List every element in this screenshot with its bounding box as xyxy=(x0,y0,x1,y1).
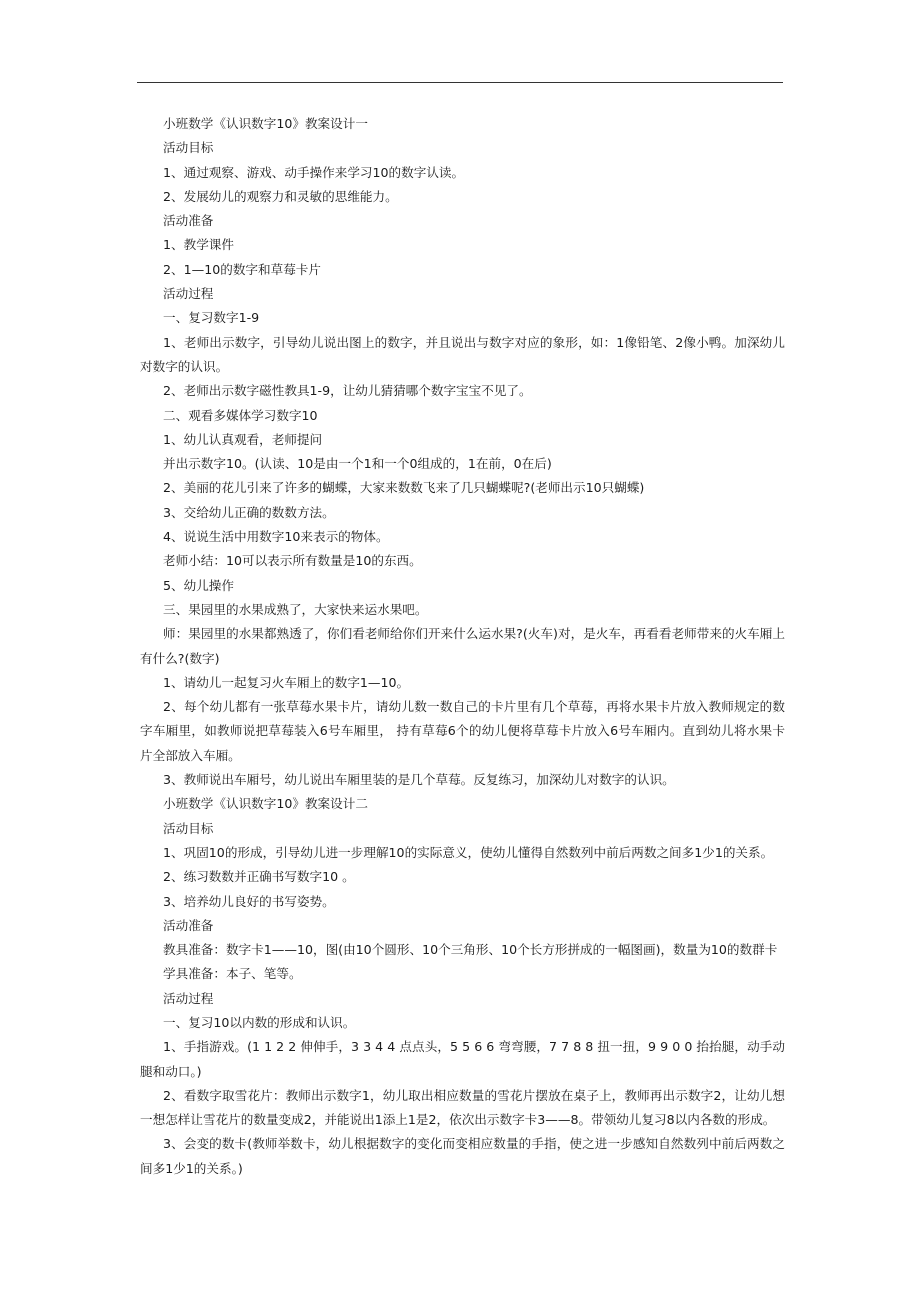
paragraph: 2、美丽的花儿引来了许多的蝴蝶，大家来数数飞来了几只蝴蝶呢?(老师出示10只蝴蝶) xyxy=(163,480,645,496)
paragraph: 2、每个幼儿都有一张草莓水果卡片，请幼儿数一数自己的卡片里有几个草莓，再将水果卡片放入教师规定的数字车厢里，如教师说把草莓装入6号车厢里， 持有草莓6个的幼儿便将草莓卡片放入6号车厢内。直到幼儿将水果卡片全部放入车厢。 xyxy=(140,699,785,763)
section-heading: 活动准备 xyxy=(163,917,214,933)
paragraph: 3、会变的数卡(教师举数卡，幼儿根据数字的变化而变相应数量的手指，使之进一步感知自然数列中前后两数之间多1少1的关系。) xyxy=(140,1136,785,1176)
header-rule xyxy=(137,82,783,83)
paragraph: 一、复习10以内数的形成和认识。 xyxy=(163,1014,356,1030)
paragraph: 2、老师出示数字磁性教具1-9，让幼儿猜猜哪个数字宝宝不见了。 xyxy=(163,383,532,399)
lesson-title-2: 小班数学《认识数字10》教案设计二 xyxy=(163,796,368,812)
paragraph: 1、请幼儿一起复习火车厢上的数字1—10。 xyxy=(163,674,410,690)
paragraph: 学具准备：本子、笔等。 xyxy=(163,966,302,982)
paragraph: 并出示数字10。(认读、10是由一个1和一个0组成的，1在前，0在后) xyxy=(163,456,552,472)
paragraph: 1、巩固10的形成，引导幼儿进一步理解10的实际意义，使幼儿懂得自然数列中前后两数之间多1少1的关系。 xyxy=(163,844,774,860)
paragraph: 三、果园里的水果成熟了，大家快来运水果吧。 xyxy=(163,601,428,617)
paragraph: 2、1—10的数字和草莓卡片 xyxy=(163,261,321,277)
section-heading: 活动过程 xyxy=(163,990,214,1006)
paragraph: 老师小结：10可以表示所有数量是10的东西。 xyxy=(163,553,422,569)
paragraph: 1、老师出示数字，引导幼儿说出图上的数字，并且说出与数字对应的象形，如：1像铅笔、2像小鸭。加深幼儿对数字的认识。 xyxy=(140,334,785,374)
paragraph: 3、教师说出车厢号，幼儿说出车厢里装的是几个草莓。反复练习，加深幼儿对数字的认识。 xyxy=(163,772,675,788)
paragraph: 4、说说生活中用数字10来表示的物体。 xyxy=(163,529,389,545)
paragraph: 2、练习数数并正确书写数字10 。 xyxy=(163,869,355,885)
paragraph: 3、培养幼儿良好的书写姿势。 xyxy=(163,893,335,909)
paragraph: 3、交给幼儿正确的数数方法。 xyxy=(163,504,335,520)
section-heading: 活动目标 xyxy=(163,140,214,156)
paragraph: 师：果园里的水果都熟透了，你们看老师给你们开来什么运水果?(火车)对，是火车，再看看老师带来的火车厢上有什么?(数字) xyxy=(140,626,785,666)
paragraph: 1、幼儿认真观看，老师提问 xyxy=(163,431,323,447)
paragraph: 1、手指游戏。(1 1 2 2 伸伸手，3 3 4 4 点点头，5 5 6 6 弯弯腰，7 7 8 8 扭一扭，9 9 0 0 抬抬腿，动手动腿和动口。) xyxy=(140,1039,785,1079)
paragraph: 一、复习数字1-9 xyxy=(163,310,260,326)
paragraph: 教具准备：数字卡1——10，图(由10个圆形、10个三角形、10个长方形拼成的一幅图画)，数量为10的数群卡 xyxy=(163,942,778,958)
paragraph: 1、通过观察、游戏、动手操作来学习10的数字认读。 xyxy=(163,164,465,180)
section-heading: 活动准备 xyxy=(163,213,214,229)
paragraph: 二、观看多媒体学习数字10 xyxy=(163,407,318,423)
section-heading: 活动过程 xyxy=(163,286,214,302)
paragraph: 1、教学课件 xyxy=(163,237,234,253)
lesson-title-1: 小班数学《认识数字10》教案设计一 xyxy=(163,116,368,131)
paragraph: 2、看数字取雪花片：教师出示数字1，幼儿取出相应数量的雪花片摆放在桌子上，教师再出示数字2，让幼儿想一想怎样让雪花片的数量变成2，并能说出1添上1是2，依次出示数字卡3——8。带领幼儿复习8以内各数的形成。 xyxy=(140,1087,785,1128)
paragraph: 2、发展幼儿的观察力和灵敏的思维能力。 xyxy=(163,188,398,204)
document-body xyxy=(140,112,785,1181)
section-heading: 活动目标 xyxy=(163,820,214,836)
paragraph: 5、幼儿操作 xyxy=(163,577,234,593)
